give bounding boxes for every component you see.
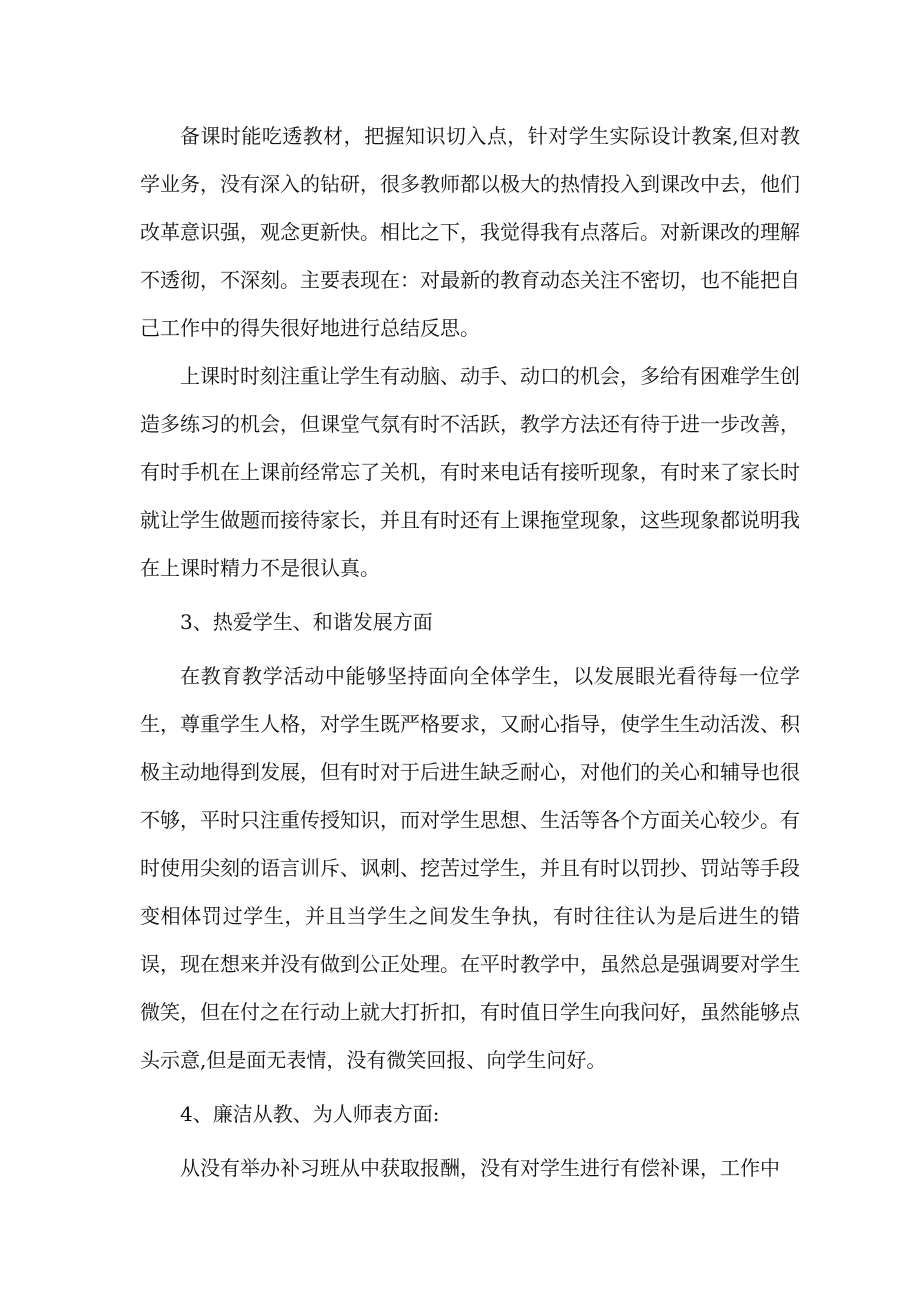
paragraph-integrity: 从没有举办补习班从中获取报酬，没有对学生进行有偿补课，工作中 [180,1156,780,1180]
section-heading-3: 3、热爱学生、和谐发展方面 [180,610,433,634]
paragraph-classroom: 上课时时刻注重让学生有动脑、动手、动口的机会，多给有困难学生创造多练习的机会，但课堂气氛有时不活跃，教学方法还有待于进一步改善，有时手机在上课前经常忘了关机，有时来电话有接听现象，有时来了家长时就让学生做题而接待家长，并且有时还有上课拖堂现象，这些现象都说明我在上课时精力不是很认真。 [140,364,800,580]
paragraph-lesson-prep: 备课时能吃透教材，把握知识切入点，针对学生实际设计教案,但对教学业务，没有深入的钻研，很多教师都以极大的热情投入到课改中去，他们改革意识强，观念更新快。相比之下，我觉得我有点落后。对新课改的理解不透彻，不深刻。主要表现在：对最新的教育动态关注不密切，也不能把自己工作中的得失很好地进行总结反思。 [140,124,800,340]
section-heading-4: 4、廉洁从教、为人师表方面: [180,1102,440,1126]
document-body [140,112,800,1192]
paragraph-love-students: 在教育教学活动中能够坚持面向全体学生，以发展眼光看待每一位学生，尊重学生人格，对学生既严格要求，又耐心指导，使学生生动活泼、积极主动地得到发展，但有时对于后进生缺乏耐心，对他们的关心和辅导也很不够，平时只注重传授知识，而对学生思想、生活等各个方面关心较少。有时使用尖刻的语言训斥、讽刺、挖苦过学生，并且有时以罚抄、罚站等手段变相体罚过学生，并且当学生之间发生争执，有时往往认为是后进生的错误，现在想来并没有做到公正处理。在平时教学中，虽然总是强调要对学生微笑，但在付之在行动上就大打折扣，有时值日学生向我问好，虽然能够点头示意,但是面无表情，没有微笑回报、向学生问好。 [140,664,800,1072]
